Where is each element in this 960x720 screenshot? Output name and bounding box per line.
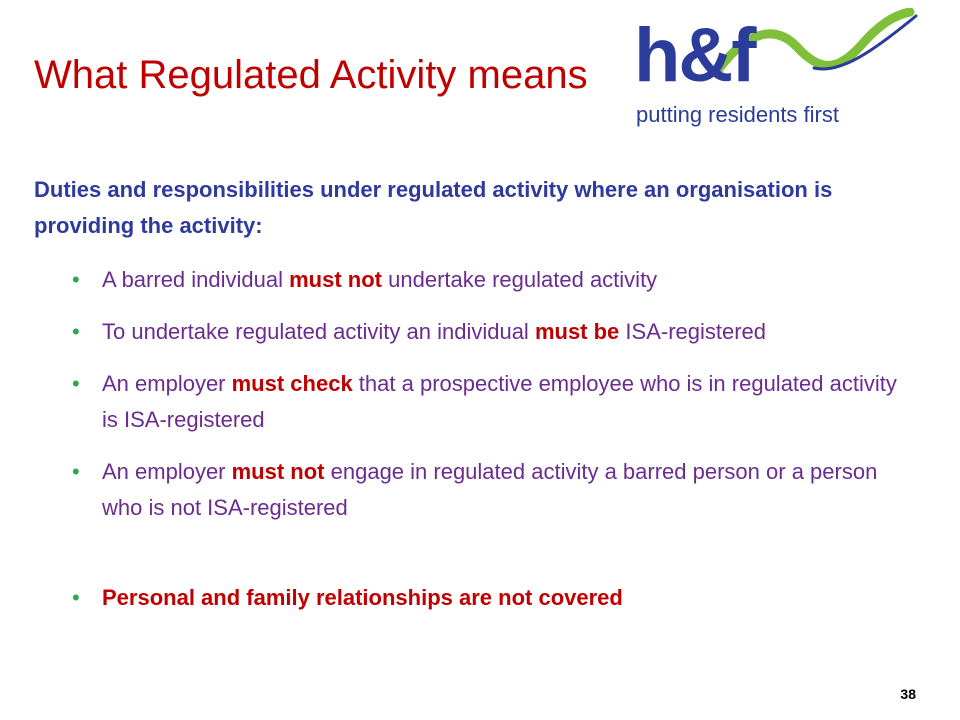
bullet-text: To undertake regulated activity an individual bbox=[102, 319, 535, 344]
bullet-text: An employer bbox=[102, 459, 232, 484]
bullet-item-final bbox=[72, 580, 902, 616]
bullet-dot-icon: • bbox=[72, 585, 80, 610]
bullet-dot-icon: • bbox=[72, 371, 80, 396]
bullet-text: An employer bbox=[102, 371, 232, 396]
bullet-text: that a prospective employee who is in regulated activity is ISA-registered bbox=[102, 371, 897, 432]
logo-tagline: putting residents first bbox=[636, 102, 839, 127]
bullet-dot-icon: • bbox=[72, 459, 80, 484]
bullet-item bbox=[72, 366, 902, 438]
bullet-item bbox=[72, 262, 902, 298]
bullet-emphasis: must be bbox=[534, 319, 620, 344]
bullet-item bbox=[72, 454, 902, 526]
slide-title: What Regulated Activity means bbox=[34, 53, 588, 97]
bullet-emphasis: must check bbox=[231, 371, 353, 396]
bullet-text: undertake regulated activity bbox=[382, 267, 658, 292]
bullet-text: A barred individual bbox=[102, 267, 290, 292]
lead-paragraph: Duties and responsibilities under regulated activity where an organisation is providing the activity: bbox=[34, 177, 833, 238]
final-bullet-text: Personal and family relationships are not covered bbox=[102, 585, 623, 610]
bullet-dot-icon: • bbox=[72, 267, 80, 292]
bullet-dot-icon: • bbox=[72, 319, 80, 344]
bullet-emphasis: must not bbox=[231, 459, 325, 484]
bullet-item bbox=[72, 314, 902, 350]
bullet-emphasis: must not bbox=[289, 267, 383, 292]
bullet-text: ISA-registered bbox=[619, 319, 767, 344]
bullet-text: engage in regulated activity a barred person or a person who is not ISA-registered bbox=[102, 459, 878, 520]
logo-mark: h&f bbox=[634, 13, 755, 98]
page-number: 38 bbox=[900, 686, 916, 702]
bullet-list bbox=[72, 262, 902, 632]
hf-logo bbox=[626, 8, 926, 138]
